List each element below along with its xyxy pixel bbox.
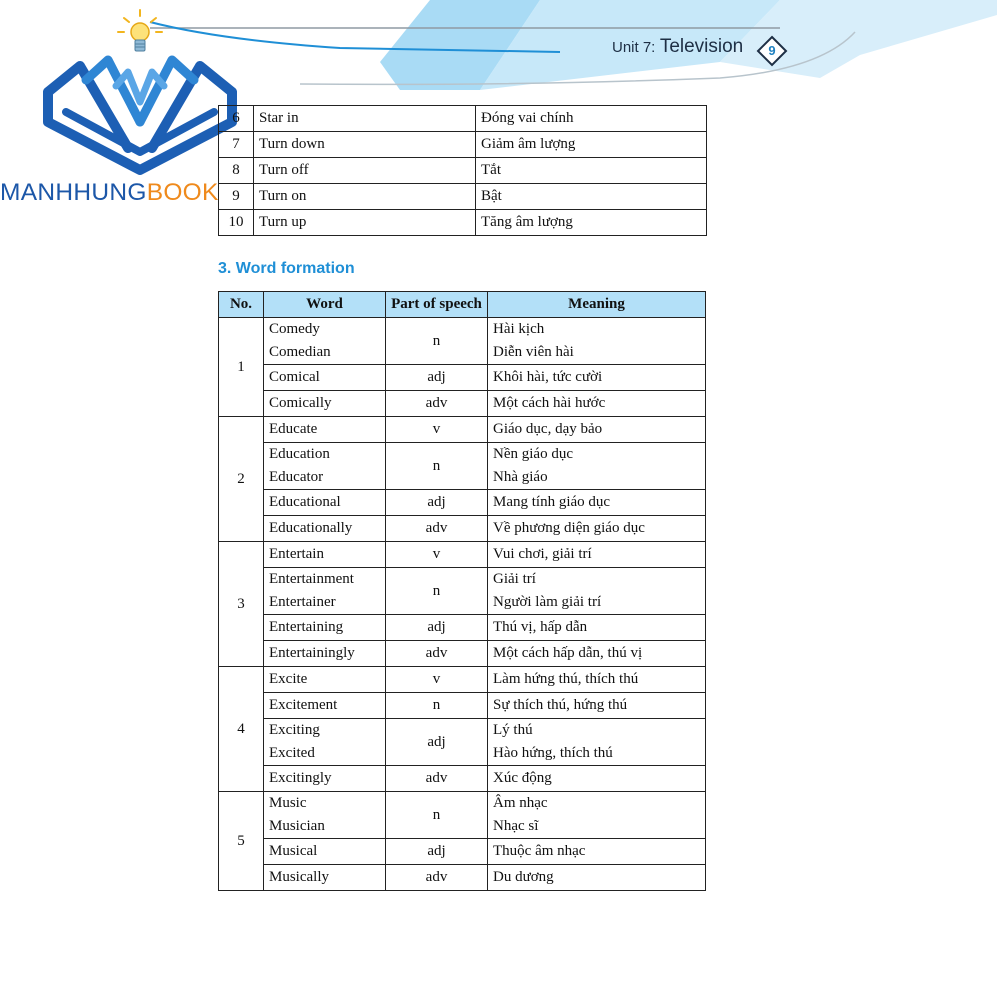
meaning: Làm hứng thú, thích thú [493,671,639,687]
table-row [219,568,706,615]
row-number: 7 [219,132,254,158]
part-of-speech: n [386,568,488,615]
meaning-cell [488,792,706,839]
table-row [219,210,707,236]
word: Educational [269,494,341,510]
part-of-speech: v [386,542,488,568]
table-row [219,839,706,865]
word: Comically [269,395,332,411]
meaning-cell [488,693,706,719]
meaning: Mang tính giáo dục [493,494,611,510]
meaning: Bật [476,184,707,210]
phrasal-verb: Star in [254,106,476,132]
part-of-speech: adj [386,719,488,766]
lightbulb-icon [110,8,170,58]
part-of-speech: adj [386,615,488,641]
row-number: 8 [219,158,254,184]
word: Entertainingly [269,645,355,661]
phrasal-verb: Turn off [254,158,476,184]
word: Educate [269,421,318,437]
meaning: Âm nhạc [493,795,548,811]
part-of-speech: n [386,443,488,490]
word: Entertaining [269,619,344,635]
meaning-cell [488,766,706,792]
meaning: Nhà giáo [493,469,548,485]
row-number: 6 [219,106,254,132]
word-cell [264,839,386,865]
word-formation-table [218,291,706,891]
brand-name-orange: BOOK [146,179,219,206]
meaning: Giáo dục, dạy bảo [493,421,603,437]
meaning: Thuộc âm nhạc [493,843,586,859]
group-number: 3 [219,542,264,667]
word: Comedian [269,344,331,360]
page-number [756,35,788,67]
phrasal-verbs-table [218,105,707,236]
meaning: Nền giáo dục [493,446,573,462]
part-of-speech: v [386,417,488,443]
table-row [219,615,706,641]
table-row [219,106,707,132]
word: Comedy [269,321,320,337]
meaning: Về phương diện giáo dục [493,520,645,536]
word-cell [264,865,386,891]
phrasal-verb: Turn down [254,132,476,158]
table-row [219,417,706,443]
word: Excite [269,671,308,687]
word-cell [264,417,386,443]
word-cell [264,516,386,542]
meaning-cell [488,839,706,865]
meaning: Tăng âm lượng [476,210,707,236]
part-of-speech: n [386,792,488,839]
word: Entertainment [269,571,354,587]
meaning: Xúc động [493,770,552,786]
word-cell [264,766,386,792]
word: Entertain [269,546,324,562]
part-of-speech: adv [386,391,488,417]
word-cell [264,542,386,568]
table-row [219,693,706,719]
table-row [219,719,706,766]
word-cell [264,615,386,641]
part-of-speech: adj [386,490,488,516]
word-cell [264,568,386,615]
meaning: Du dương [493,869,554,885]
row-number: 10 [219,210,254,236]
table-row [219,158,707,184]
table-row [219,365,706,391]
table-row [219,184,707,210]
meaning-cell [488,719,706,766]
open-book-logo [40,52,240,182]
phrasal-verb: Turn up [254,210,476,236]
word: Educator [269,469,324,485]
part-of-speech: adv [386,516,488,542]
meaning: Hài kịch [493,321,545,337]
col-header-meaning: Meaning [488,292,706,318]
word: Musician [269,818,325,834]
word: Excited [269,745,315,761]
table-row [219,516,706,542]
word: Exciting [269,722,320,738]
meaning: Sự thích thú, hứng thú [493,697,628,713]
part-of-speech: adv [386,766,488,792]
unit-title [612,36,743,58]
word-cell [264,792,386,839]
part-of-speech: adj [386,365,488,391]
meaning: Nhạc sĩ [493,818,539,834]
table-row [219,132,707,158]
part-of-speech: v [386,667,488,693]
meaning: Người làm giải trí [493,594,602,610]
meaning-cell [488,667,706,693]
meaning-cell [488,391,706,417]
part-of-speech: n [386,693,488,719]
word-cell [264,490,386,516]
meaning-cell [488,542,706,568]
table-row [219,490,706,516]
table-row [219,542,706,568]
group-number: 1 [219,318,264,417]
page-number-text: 9 [768,43,776,58]
meaning: Một cách hấp dẫn, thú vị [493,645,643,661]
col-header-part-of-speech: Part of speech [386,292,488,318]
brand-name-blue: MANHHUNG [0,179,147,206]
col-header-word: Word [264,292,386,318]
part-of-speech: n [386,318,488,365]
meaning-cell [488,865,706,891]
word: Music [269,795,307,811]
word: Musically [269,869,329,885]
word-cell [264,318,386,365]
table-row [219,318,706,365]
word-cell [264,667,386,693]
meaning-cell [488,365,706,391]
section-heading: 3. Word formation [218,260,355,277]
word: Educationally [269,520,353,536]
unit-prefix: Unit 7: [612,39,656,56]
meaning: Một cách hài hước [493,395,606,411]
unit-name: Television [659,36,744,57]
part-of-speech: adv [386,865,488,891]
meaning-cell [488,516,706,542]
meaning: Giải trí [493,571,536,587]
meaning: Đóng vai chính [476,106,707,132]
word-cell [264,693,386,719]
word-cell [264,365,386,391]
word-cell [264,391,386,417]
word: Education [269,446,330,462]
table-row [219,766,706,792]
meaning: Thú vị, hấp dẫn [493,619,588,635]
meaning: Hào hứng, thích thú [493,745,613,761]
word-cell [264,641,386,667]
meaning: Vui chơi, giải trí [493,546,592,562]
table-row [219,641,706,667]
row-number: 9 [219,184,254,210]
table-row [219,667,706,693]
table-row [219,792,706,839]
word-cell [264,719,386,766]
meaning-cell [488,417,706,443]
phrasal-verb: Turn on [254,184,476,210]
meaning: Lý thú [493,722,533,738]
table-header-row [219,292,706,318]
brand-watermark [0,181,219,206]
meaning-cell [488,568,706,615]
table-row [219,865,706,891]
word: Excitingly [269,770,332,786]
meaning-cell [488,490,706,516]
meaning: Diễn viên hài [493,344,574,360]
meaning-cell [488,641,706,667]
col-header-no: No. [219,292,264,318]
word-cell [264,443,386,490]
group-number: 5 [219,792,264,891]
meaning-cell [488,318,706,365]
group-number: 4 [219,667,264,792]
group-number: 2 [219,417,264,542]
word: Musical [269,843,318,859]
meaning-cell [488,615,706,641]
word: Excitement [269,697,338,713]
part-of-speech: adj [386,839,488,865]
table-row [219,391,706,417]
meaning-cell [488,443,706,490]
word: Entertainer [269,594,336,610]
table-row [219,443,706,490]
meaning: Khôi hài, tức cười [493,369,603,385]
meaning: Giảm âm lượng [476,132,707,158]
part-of-speech: adv [386,641,488,667]
meaning: Tắt [476,158,707,184]
word: Comical [269,369,320,385]
